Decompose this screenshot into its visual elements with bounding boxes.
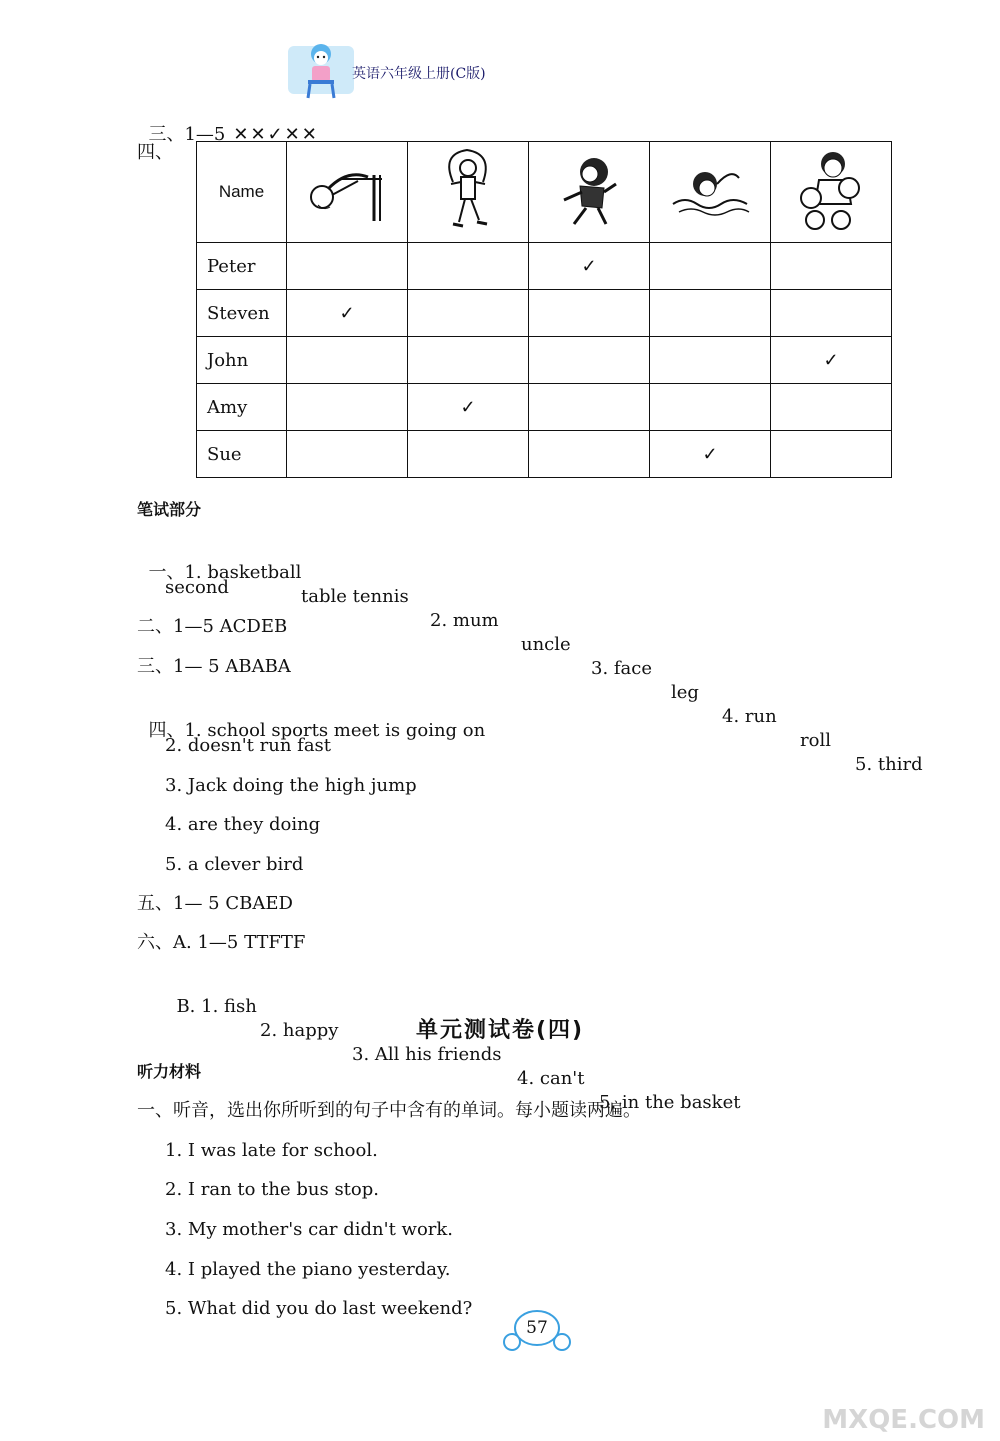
written-q1-item: 5. third xyxy=(855,754,923,775)
table-row-name: Peter xyxy=(197,243,287,290)
table-row-name: Steven xyxy=(197,290,287,337)
section-san-label: 三、1—5 xyxy=(148,124,226,145)
table-row xyxy=(197,384,892,431)
table-cell-check xyxy=(408,431,529,478)
table-cell-check xyxy=(650,384,771,431)
written-q1-item: leg xyxy=(671,682,699,703)
running-icon xyxy=(529,142,650,243)
watermark-text: MXQE.COM xyxy=(822,1405,985,1435)
table-cell-check xyxy=(771,290,892,337)
table-row-name: John xyxy=(197,337,287,384)
boxing-icon xyxy=(771,142,892,243)
written-q6-b-item: B. 1. fish xyxy=(176,996,257,1017)
table-row xyxy=(197,431,892,478)
written-q1-label: 一、 xyxy=(148,562,185,583)
written-q4-item: 1. school sports meet is going on xyxy=(184,720,486,741)
table-cell-check xyxy=(529,337,650,384)
listening-sentence: 1. I was late for school. xyxy=(165,1140,378,1161)
listening-instruction: 一、听音，选出你所听到的句子中含有的单词。每小题读两遍。 xyxy=(137,1100,641,1121)
unit-title: 单元测试卷(四) xyxy=(415,1018,585,1043)
written-q1-cont: second xyxy=(165,577,229,598)
table-cell-check xyxy=(771,243,892,290)
table-cell-check xyxy=(529,384,650,431)
table-cell-check xyxy=(771,384,892,431)
listening-sentence: 3. My mother's car didn't work. xyxy=(165,1219,454,1240)
written-q6-b-item: 3. All his friends xyxy=(352,1044,502,1065)
book-title: 英语六年级上册(C版) xyxy=(352,66,486,82)
table-row-name: Amy xyxy=(197,384,287,431)
table-header-row xyxy=(197,142,892,243)
listening-sentence: 5. What did you do last weekend? xyxy=(165,1298,473,1319)
written-q1-item: 2. mum xyxy=(430,610,499,631)
table-cell-check xyxy=(287,384,408,431)
table-row-name: Sue xyxy=(197,431,287,478)
watermark xyxy=(795,1380,985,1435)
table-cell-check xyxy=(650,290,771,337)
written-heading: 笔试部分 xyxy=(137,500,202,519)
swimming-icon xyxy=(650,142,771,243)
table-row xyxy=(197,290,892,337)
table-cell-check xyxy=(408,243,529,290)
listening-sentence: 4. I played the piano yesterday. xyxy=(165,1259,451,1280)
header-mascot xyxy=(288,36,354,102)
table-cell-check xyxy=(650,337,771,384)
table-cell-check: ✓ xyxy=(771,337,892,384)
written-q6-b-item: 4. can't xyxy=(517,1068,585,1089)
written-q4-item: 3. Jack doing the high jump xyxy=(165,775,417,796)
written-q4-label: 四、 xyxy=(148,720,185,741)
written-q1-item: 1. basketball xyxy=(184,562,302,583)
listening-sentence: 2. I ran to the bus stop. xyxy=(165,1179,379,1200)
table-row xyxy=(197,337,892,384)
written-q1-item: uncle xyxy=(521,634,571,655)
activity-table xyxy=(196,141,892,478)
table-cell-check xyxy=(650,243,771,290)
written-q6-b-item: 2. happy xyxy=(260,1020,339,1041)
written-q2: 二、1—5 ACDEB xyxy=(137,616,288,637)
table-cell-check xyxy=(771,431,892,478)
written-q1-item: table tennis xyxy=(301,586,409,607)
table-cell-check xyxy=(408,290,529,337)
table-cell-check: ✓ xyxy=(287,290,408,337)
table-cell-check xyxy=(287,431,408,478)
table-cell-check xyxy=(529,431,650,478)
written-q1-item: 4. run xyxy=(722,706,777,727)
table-cell-check: ✓ xyxy=(408,384,529,431)
table-cell-check: ✓ xyxy=(529,243,650,290)
written-q4-item: 4. are they doing xyxy=(165,814,321,835)
table-cell-check xyxy=(287,243,408,290)
table-header-name: Name xyxy=(197,142,287,243)
skipping-rope-icon xyxy=(408,142,529,243)
listening-heading: 听力材料 xyxy=(137,1062,202,1081)
written-q5: 五、1— 5 CBAED xyxy=(137,893,293,914)
page-number: 57 xyxy=(526,1318,548,1338)
written-q1-item: 3. face xyxy=(591,658,653,679)
high-jump-icon xyxy=(287,142,408,243)
table-row xyxy=(197,243,892,290)
section-si-label: 四、 xyxy=(137,142,173,163)
page-number-badge xyxy=(510,1312,564,1348)
table-cell-check: ✓ xyxy=(650,431,771,478)
table-cell-check xyxy=(408,337,529,384)
written-q3: 三、1— 5 ABABA xyxy=(137,656,291,677)
section-san-marks: ✕✕✓✕✕ xyxy=(233,124,319,145)
table-cell-check xyxy=(287,337,408,384)
written-q6-a: 六、A. 1—5 TTFTF xyxy=(137,932,306,953)
written-q4-item: 5. a clever bird xyxy=(165,854,304,875)
written-q1-item: roll xyxy=(800,730,831,751)
table-cell-check xyxy=(529,290,650,337)
written-q4-item: 2. doesn't run fast xyxy=(165,735,332,756)
section-san-top xyxy=(137,99,319,147)
written-q6-b-item: 5. in the basket xyxy=(599,1092,741,1113)
